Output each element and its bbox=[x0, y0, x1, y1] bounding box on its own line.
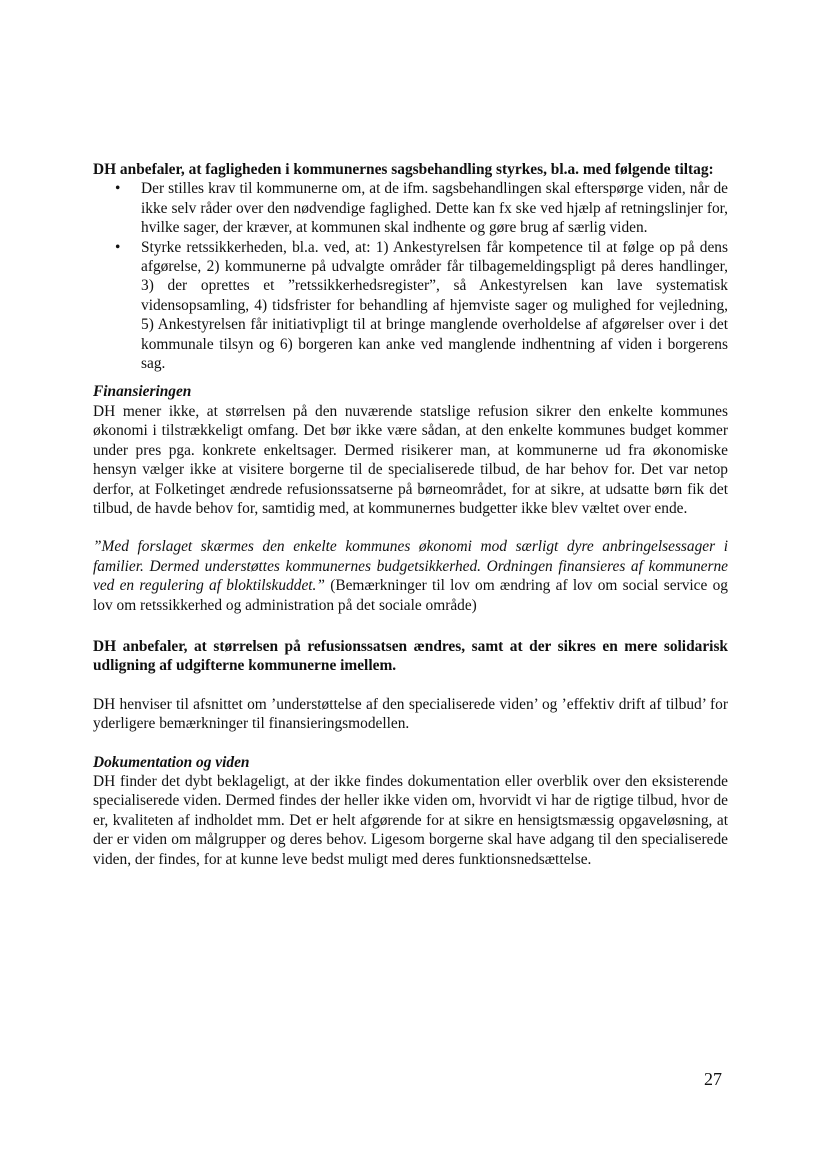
financing-reference: DH henviser til afsnittet om ’understøttelse af den specialiserede viden’ og ’effektiv drift af tilbud’ for yderligere bemærkninger til finansieringsmodellen. bbox=[93, 695, 728, 733]
list-item-text: Styrke retssikkerheden, bl.a. ved, at: 1) Ankestyrelsen får kompetence til at følge op på dens afgørelse, 2) kommunerne på udvalgte områder får tilbagemeldingspligt på deres handlinger, 3) der oprettes et ”retssikkerhedsregister”, så Ankestyrelsen kan lave systematisk vidensopsamling, 4) tidsfrister for behandling af hjemviste sager og mulighed for vejledning, 5) Ankestyrelsen får initiativpligt til at bringe manglende overholdelse af afgørelser over i det kommunale tilsyn og 6) borgeren kan anke ved manglende indhentning af viden i borgerens sag. bbox=[141, 238, 728, 373]
list-item bbox=[93, 179, 728, 237]
section-heading-dokumentation: Dokumentation og viden bbox=[93, 753, 250, 771]
bullet-marker: • bbox=[115, 180, 121, 198]
document-body bbox=[93, 160, 728, 869]
bullet-marker: • bbox=[115, 238, 121, 256]
list-item bbox=[93, 238, 728, 374]
list-item-text: Der stilles krav til kommunerne om, at de ifm. sagsbehandlingen skal efterspørge viden, når de ikke selv råder over den nødvendige faglighed. Dette kan fx ske ved hjælp af retningslinjer for, hvilke sager, der kræver, at kommunen skal indhente og gøre brug af særlig viden. bbox=[141, 180, 728, 237]
finansiering-paragraph: DH mener ikke, at størrelsen på den nuværende statslige refusion sikrer den enkelte kommunes økonomi i tilstrækkeligt omfang. Det bør ikke være sådan, at den enkelte kommunes budget kommer under pres pga. konkrete enkeltsager. Dermed risikerer man, at kommunerne ud fra økonomiske hensyn vælger ikke at visitere borgerne til de specialiserede tilbud, de har behov for. Det var netop derfor, at Folketinget ændrede refusionssatserne på børneområdet, for at sikre, at udsatte børn fik det tilbud, de havde behov for, samtidig med, at kommunernes budgetter ikke blev væltet over ende. bbox=[93, 402, 728, 517]
legal-quote bbox=[93, 537, 728, 615]
quote-text: ”Med forslaget skærmes den enkelte kommunes økonomi mod særligt dyre anbringelsessager i familier. Dermed understøttes kommunernes budgetsikkerhed. Ordningen finansieres af kommunerne ved en regulering af bloktilskuddet.” bbox=[93, 538, 728, 595]
refusion-recommendation: DH anbefaler, at størrelsen på refusionssatsen ændres, samt at der sikres en mere solidarisk udligning af udgifterne kommunerne imellem. bbox=[93, 637, 728, 675]
page-number: 27 bbox=[704, 1069, 722, 1089]
dokumentation-paragraph: DH finder det dybt beklageligt, at der ikke findes dokumentation eller overblik over den eksisterende specialiserede viden. Dermed findes der heller ikke viden om, hvorvidt vi har de rigtige tilbud, hvor de er, kvaliteten af indholdet mm. Det er helt afgørende for at sikre en hensigtsmæssig opgaveløsning, at der er viden om målgrupper og deres behov. Ligesom borgerne skal have adgang til den specialiserede viden, der findes, for at kunne leve bedst muligt med deres funktionsnedsættelse. bbox=[93, 772, 728, 868]
section-heading-finansiering: Finansieringen bbox=[93, 383, 192, 401]
recommendation-intro: DH anbefaler, at fagligheden i kommunernes sagsbehandling styrkes, bl.a. med følgende tiltag: bbox=[93, 161, 714, 178]
quote-source: (Bemærkninger til lov om ændring af lov om social service og lov om retssikkerhed og administration på det sociale område) bbox=[93, 577, 728, 614]
recommendation-list bbox=[93, 179, 728, 373]
